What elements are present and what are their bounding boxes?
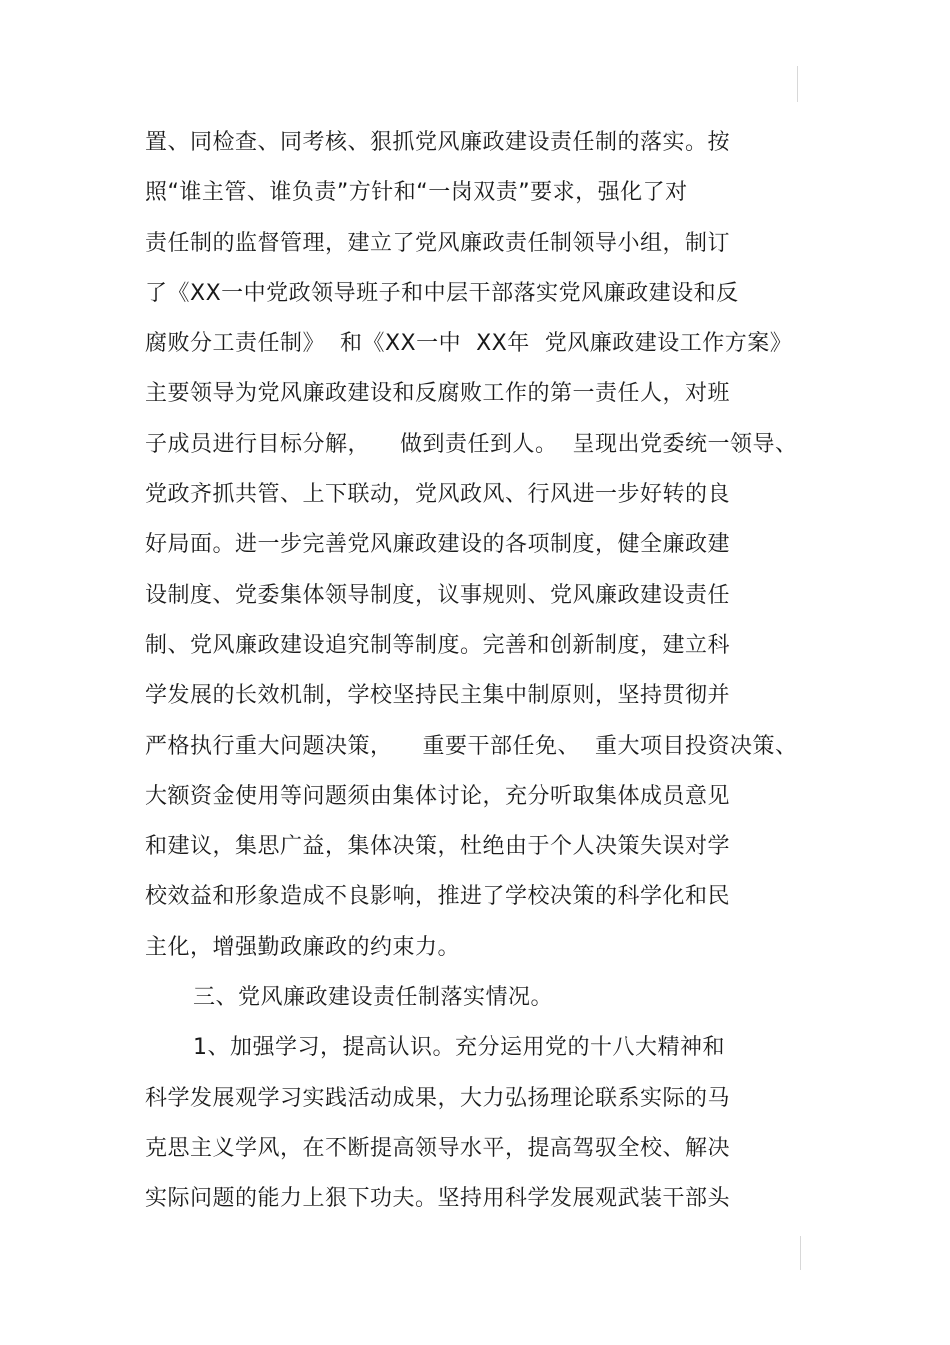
text-line: 制、党风廉政建设追究制等制度。完善和创新制度，建立科 [145, 632, 731, 658]
text-line: 和建议，集思广益，集体决策，杜绝由于个人决策失误对学 [145, 834, 731, 860]
text-line: 1、加强学习，提高认识。充分运用党的十八大精神和 [193, 1035, 725, 1061]
document-body [145, 118, 805, 1225]
text-line: 主化，增强勤政廉政的约束力。 [145, 934, 461, 960]
text-line: 置、同检查、同考核、狠抓党风廉政建设责任制的落实。按 [145, 130, 731, 155]
text-line: 学发展的长效机制，学校坚持民主集中制原则，坚持贯彻并 [145, 683, 731, 709]
text-line: 克思主义学风，在不断提高领导水平，提高驾驭全校、解决 [145, 1135, 731, 1161]
text-line: 严格执行重大问题决策， 重要干部任免、 重大项目投资决策、 [145, 733, 798, 759]
page-margin-mark-bottom [800, 1236, 801, 1270]
text-line: 大额资金使用等问题须由集体讨论，充分听取集体成员意见 [145, 783, 731, 809]
text-line: 实际问题的能力上狠下功夫。坚持用科学发展观武装干部头 [145, 1186, 731, 1212]
text-line: 党政齐抓共管、上下联动，党风政风、行风进一步好转的良 [145, 482, 731, 508]
text-line: 科学发展观学习实践活动成果，大力弘扬理论联系实际的马 [145, 1085, 731, 1111]
text-line: 了《XX一中党政领导班子和中层干部落实党风廉政建设和反 [145, 280, 739, 306]
text-line: 主要领导为党风廉政建设和反腐败工作的第一责任人，对班 [145, 381, 731, 407]
text-line: 好局面。进一步完善党风廉政建设的各项制度，健全廉政建 [145, 532, 731, 558]
text-line: 校效益和形象造成不良影响，推进了学校决策的科学化和民 [145, 884, 731, 910]
text-line: 照“谁主管、谁负责”方针和“一岗双责”要求，强化了对 [145, 180, 688, 206]
text-line: 三、党风廉政建设责任制落实情况。 [193, 985, 554, 1011]
text-line: 设制度、党委集体领导制度，议事规则、党风廉政建设责任 [145, 582, 731, 608]
text-line: 子成员进行目标分解， 做到责任到人。 呈现出党委统一领导、 [145, 431, 798, 457]
page-margin-mark-top [797, 66, 798, 102]
text-line: 责任制的监督管理，建立了党风廉政责任制领导小组，制订 [145, 230, 731, 256]
text-line: 腐败分工责任制》 和《XX一中 XX年 党风廉政建设工作方案》 [145, 331, 793, 357]
